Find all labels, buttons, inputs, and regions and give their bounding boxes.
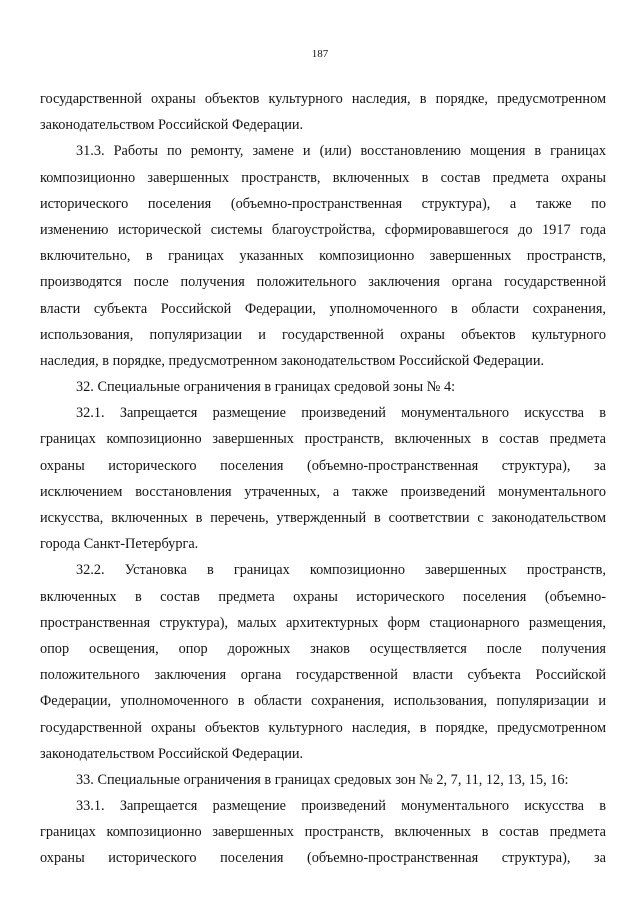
text-line: включенных в состав предмета охраны исторического поселения (объемно- bbox=[40, 588, 606, 605]
text-line: использования, популяризации и государственной охраны объектов культурного bbox=[40, 326, 606, 343]
text-line: государственной охраны объектов культурного наследия, в порядке, предусмотренном bbox=[40, 719, 606, 736]
text-line: 32. Специальные ограничения в границах средовой зоны № 4: bbox=[76, 379, 456, 396]
text-line: изменению исторической системы благоустройства, сформировавшегося до 1917 года bbox=[40, 221, 606, 238]
text-line: 31.3. Работы по ремонту, замене и (или) восстановлению мощения в границах bbox=[76, 143, 606, 160]
text-line: Федерации, уполномоченного в области сохранения, использования, популяризации и bbox=[40, 693, 606, 710]
text-line: города Санкт-Петербурга. bbox=[40, 536, 199, 553]
text-line: включительно, в границах указанных композиционно завершенных пространств, bbox=[40, 248, 606, 265]
text-line: композиционно завершенных пространств, включенных в состав предмета охраны bbox=[40, 169, 606, 186]
text-line: 33. Специальные ограничения в границах средовых зон № 2, 7, 11, 12, 13, 15, 16: bbox=[76, 771, 569, 788]
text-line: 32.2. Установка в границах композиционно завершенных пространств, bbox=[76, 562, 606, 579]
text-line: власти субъекта Российской Федерации, уполномоченного в области сохранения, bbox=[40, 300, 606, 317]
text-line: охраны исторического поселения (объемно-пространственная структура), за bbox=[40, 457, 606, 474]
text-line: государственной охраны объектов культурного наследия, в порядке, предусмотренном bbox=[40, 91, 606, 107]
document-body bbox=[40, 86, 606, 872]
text-line: производятся после получения положительного заключения органа государственной bbox=[40, 274, 606, 291]
text-line: границах композиционно завершенных пространств, включенных в состав предмета bbox=[40, 824, 606, 841]
text-line: опор освещения, опор дорожных знаков осуществляется после получения bbox=[40, 640, 606, 657]
text-line: 33.1. Запрещается размещение произведений монументального искусства в bbox=[76, 798, 606, 815]
page-number: 187 bbox=[311, 48, 329, 60]
text-line: законодательством Российской Федерации. bbox=[40, 745, 304, 762]
text-line: пространственная структура), малых архитектурных форм стационарного размещения, bbox=[40, 614, 606, 631]
text-line: 32.1. Запрещается размещение произведений монументального искусства в bbox=[76, 405, 606, 422]
text-line: исторического поселения (объемно-пространственная структура), а также по bbox=[40, 195, 606, 212]
text-line: охраны исторического поселения (объемно-пространственная структура), за bbox=[40, 850, 606, 867]
text-line: искусства, включенных в перечень, утвержденный в соответствии с законодательством bbox=[40, 510, 606, 526]
text-line: границах композиционно завершенных пространств, включенных в состав предмета bbox=[40, 431, 606, 448]
text-line: исключением восстановления утраченных, а также произведений монументального bbox=[40, 483, 606, 500]
text-line: положительного заключения органа государственной власти субъекта Российской bbox=[40, 667, 606, 684]
text-line: наследия, в порядке, предусмотренном законодательством Российской Федерации. bbox=[40, 352, 545, 369]
text-line: законодательством Российской Федерации. bbox=[40, 117, 304, 134]
